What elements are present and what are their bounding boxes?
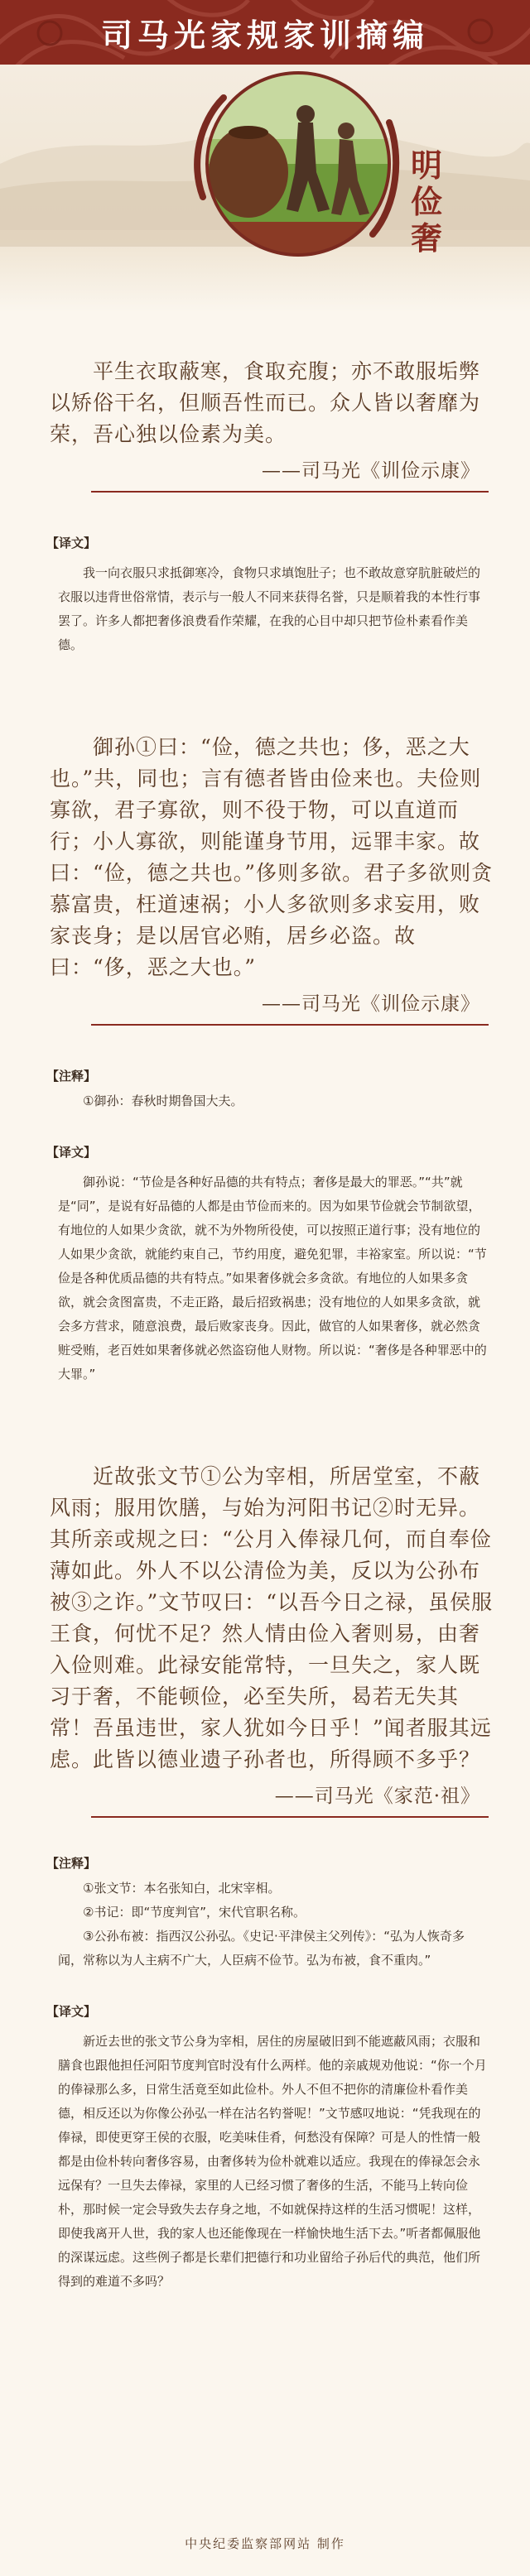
quote-attribution: ——司马光《训俭示康》 [262, 460, 480, 482]
quote-attribution: ——司马光《训俭示康》 [262, 993, 480, 1015]
translation-text: 我一向衣服只求抵御寒冷，食物只求填饱肚子；也不敢故意穿肮脏破烂的衣服以违背世俗常情，表示与一般人不同来获得名誉，只是顺着我的本性行事罢了。许多人都把奢侈浪费看作荣耀，在我的心目中却只把节俭朴素看作美德。 [58, 565, 481, 652]
attribution-divider [91, 1024, 489, 1026]
translation-label: 【译文】 [46, 2004, 97, 2019]
attribution-divider [91, 491, 489, 493]
note-item: ①张文节：本名张知白，北宋宰相。 [83, 1881, 281, 1896]
translation-label: 【译文】 [46, 536, 97, 550]
section-3 [0, 1387, 530, 2294]
article-body [0, 313, 530, 2294]
quote-text: 平生衣取蔽寒，食取充腹；亦不敢服垢弊以矫俗干名，但顺吾性而已。众人皆以奢靡为荣，吾心独以俭素为美。 [50, 359, 481, 446]
footer-credit: 中央纪委监察部网站 制作 [185, 2536, 345, 2551]
page-title: 司马光家规家训摘编 [100, 17, 429, 54]
notes-label: 【注释】 [46, 1069, 97, 1084]
note-item: ①御孙：春秋时期鲁国大夫。 [83, 1093, 243, 1108]
quote-text: 近故张文节①公为宰相，所居堂室，不蔽风雨；服用饮膳，与始为河阳书记②时无异。其所亲或规之曰：“公月入俸禄几何，而自奉俭薄如此。外人不以公清俭为美，反以为公孙布被③之诈。”文节叹曰：“以吾今日之禄，虽侯服王食，何忧不足？然人情由俭入奢则易，由奢入俭则难。此禄安能常特，一旦失之，家人既习于奢，不能顿俭，必至失所，曷若无失其常！吾虽违世，家人犹如今日乎！”闻者服其远虑。此皆以德业遗子孙者也，所得顾不多乎？ [50, 1464, 494, 1771]
note-item: ②书记：即“节度判官”，宋代官职名称。 [83, 1905, 306, 1920]
theme-title-char: 明 [410, 147, 442, 184]
section-1 [0, 313, 530, 657]
translation-label: 【译文】 [46, 1145, 97, 1160]
attribution-divider [91, 1816, 489, 1818]
quote-text: 御孙①曰：“俭，德之共也；侈，恶之大也。”共，同也；言有德者皆由俭来也。夫俭则寡欲，君子寡欲，则不役于物，可以直道而行；小人寡欲，则能谨身节用，远罪丰家。故曰：“俭，德之共也。”侈则多欲。君子多欲则贪慕富贵，枉道速祸；小人多欲则多求妄用，败家丧身；是以居官必贿，居乡必盗。故曰：“侈，恶之大也。” [50, 735, 494, 979]
title-banner [0, 0, 530, 65]
hero-illustration [0, 65, 530, 313]
theme-title-char: 俭 [410, 183, 442, 220]
translation-text: 新近去世的张文节公身为宰相，居住的房屋破旧到不能遮蔽风雨；衣服和膳食也跟他担任河阳节度判官时没有什么两样。他的亲戚规劝他说：“你一个月的俸禄那么多，日常生活竟至如此俭朴。外人不但不把你的清廉俭朴看作美德，相反还以为你像公孙弘一样在沽名钓誉呢！”文节感叹地说：“凭我现在的俸禄，即使更穿王侯的衣服，吃美味佳肴，何愁没有保障？可是人的性情一般都是由俭朴转向奢侈容易，由奢侈转为俭朴就难以适应。我现在的俸禄怎会永远保有？一旦失去俸禄，家里的人已经习惯了奢侈的生活，不能马上转向俭朴，那时候一定会导致失去存身之地，不如就保持这样的生活习惯呢！这样，即使我离开人世，我的家人也还能像现在一样愉快地生活下去。”听者都佩服他的深谋远虑。这些例子都是长辈们把德行和功业留给子孙后代的典范，他们所得到的难道不多吗？ [58, 2034, 487, 2289]
translation-text: 御孙说：“节俭是各种好品德的共有特点；奢侈是最大的罪恶。”“共”就是“同”，是说有好品德的人都是由节俭而来的。因为如果节俭就会节制欲望，有地位的人如果少贪欲，就不为外物所役使，可以按照正道行事；没有地位的人如果少贪欲，就能约束自己，节约用度，避免犯罪，丰裕家室。所以说：“节俭是各种优质品德的共有特点。”如果奢侈就会多贪欲。有地位的人如果多贪欲，就会贪图富贵，不走正路，最后招致祸患；没有地位的人如果多贪欲，就会多方营求，随意浪费，最后败家丧身。因此，做官的人如果奢侈，就必然贪赃受贿，老百姓如果奢侈就必然盗窃他人财物。所以说：“奢侈是各种罪恶中的大罪。” [58, 1175, 487, 1382]
section-2 [0, 657, 530, 1387]
note-item: ③公孙布被：指西汉公孙弘。《史记·平津侯主父列传》：“弘为人恢奇多闻，常称以为人主病不广大，人臣病不俭节。弘为布被，食不重肉。” [58, 1929, 465, 1968]
theme-title-char: 奢 [410, 219, 442, 257]
notes-label: 【注释】 [46, 1856, 97, 1871]
quote-attribution: ——司马光《家范·祖》 [274, 1785, 480, 1807]
theme-title [398, 147, 455, 257]
